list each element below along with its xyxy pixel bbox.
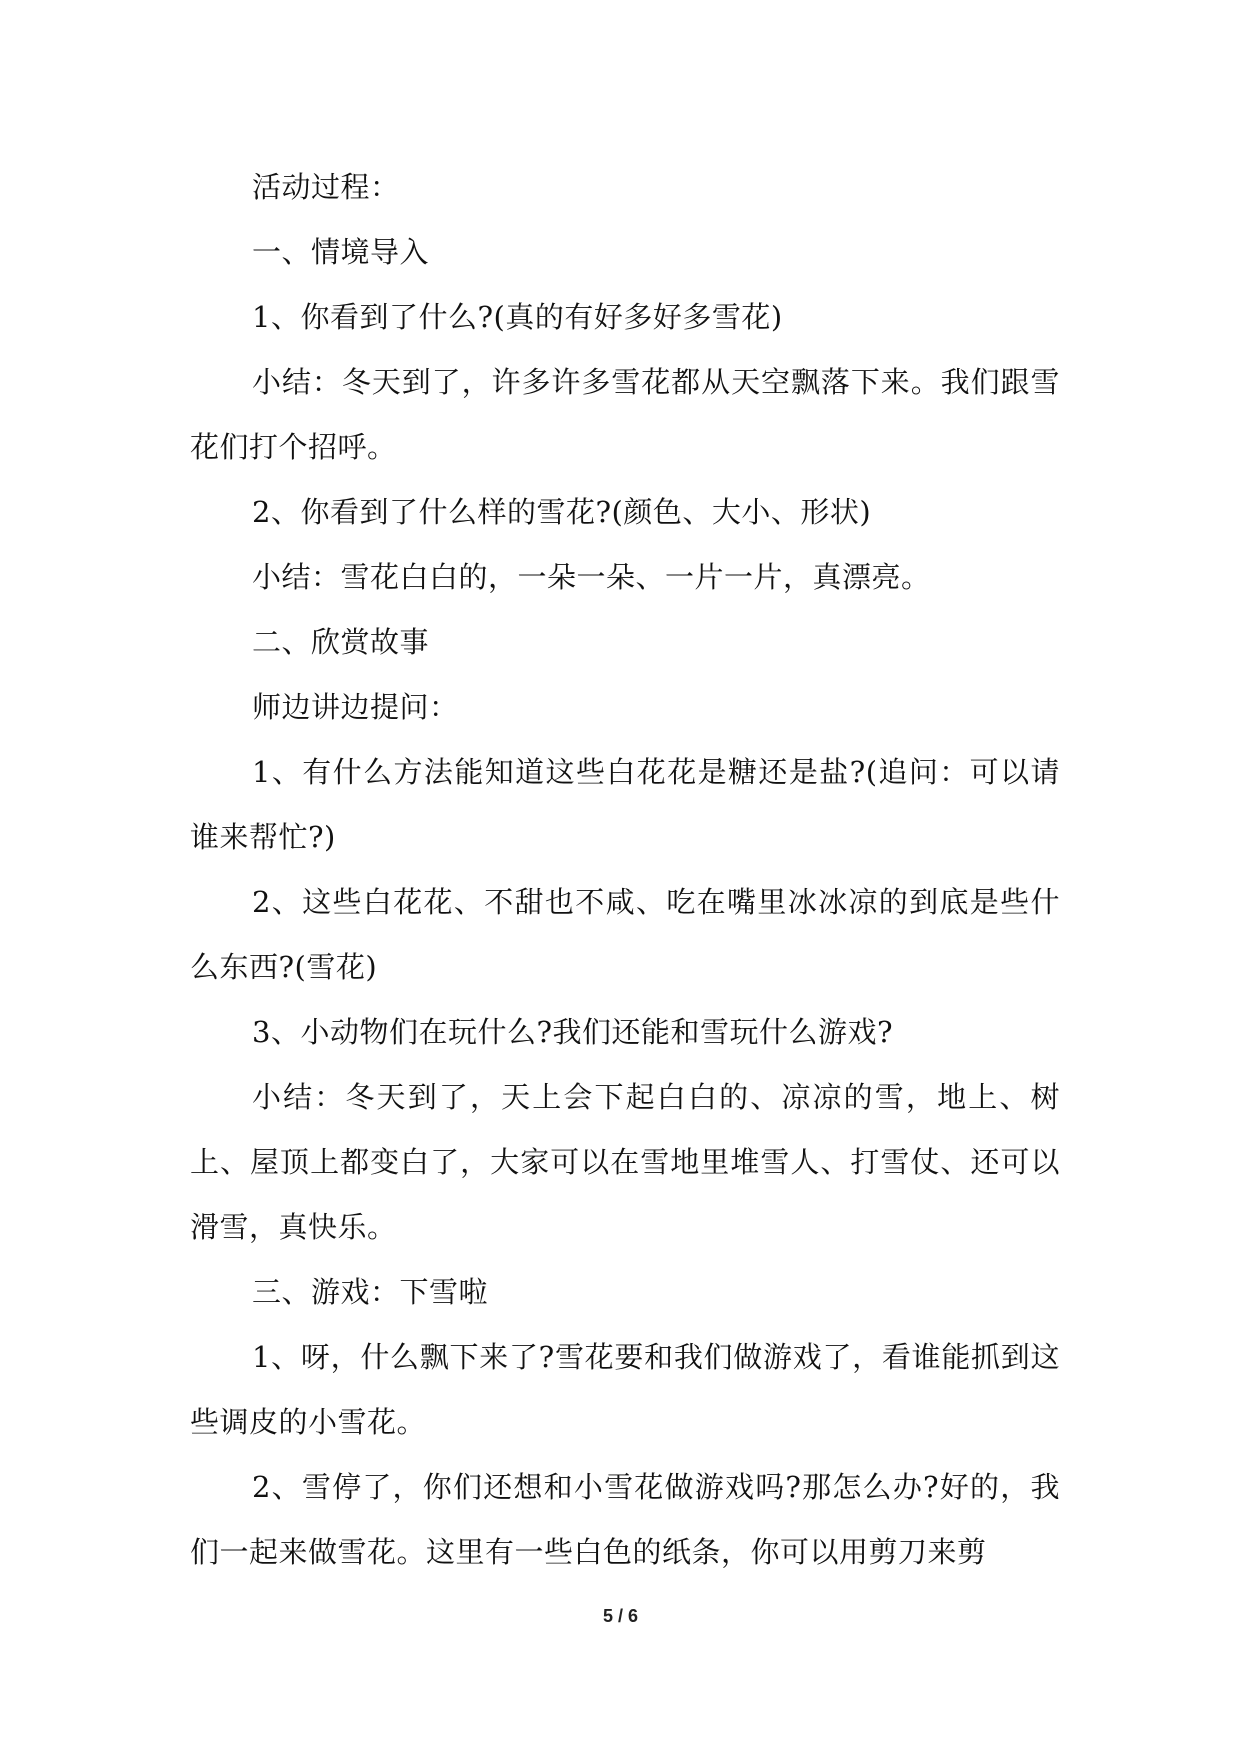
paragraph-story-question-1: 1、有什么方法能知道这些白花花是糖还是盐?(追问：可以请谁来帮忙?) xyxy=(190,755,1060,854)
page-number: 5 / 6 xyxy=(602,1606,639,1626)
paragraph-summary-2: 小结：雪花白白的，一朵一朵、一片一片，真漂亮。 xyxy=(252,560,931,594)
paragraph-teacher-note: 师边讲边提问： xyxy=(252,690,459,724)
paragraph-story-question-3: 3、小动物们在玩什么?我们还能和雪玩什么游戏? xyxy=(252,1015,894,1049)
paragraph-summary-1: 小结：冬天到了，许多许多雪花都从天空飘落下来。我们跟雪花们打个招呼。 xyxy=(190,365,1060,464)
paragraph-heading-activity-process: 活动过程： xyxy=(252,170,400,204)
paragraph-question-2: 2、你看到了什么样的雪花?(颜色、大小、形状) xyxy=(252,495,872,529)
paragraph-game-step-1: 1、呀，什么飘下来了?雪花要和我们做游戏了，看谁能抓到这些调皮的小雪花。 xyxy=(190,1340,1060,1439)
paragraph-section-1-heading: 一、情境导入 xyxy=(252,235,430,269)
paragraph-story-summary: 小结：冬天到了，天上会下起白白的、凉凉的雪，地上、树上、屋顶上都变白了，大家可以在雪地里堆雪人、打雪仗、还可以滑雪，真快乐。 xyxy=(190,1080,1060,1244)
paragraph-section-3-heading: 三、游戏：下雪啦 xyxy=(252,1275,489,1309)
paragraph-game-step-2: 2、雪停了，你们还想和小雪花做游戏吗?那怎么办?好的，我们一起来做雪花。这里有一些白色的纸条，你可以用剪刀来剪 xyxy=(190,1470,1060,1569)
paragraph-question-1: 1、你看到了什么?(真的有好多好多雪花) xyxy=(252,300,783,334)
document-body xyxy=(190,155,1060,1585)
paragraph-section-2-heading: 二、欣赏故事 xyxy=(252,625,430,659)
paragraph-story-question-2: 2、这些白花花、不甜也不咸、吃在嘴里冰冰凉的到底是些什么东西?(雪花) xyxy=(190,885,1060,984)
